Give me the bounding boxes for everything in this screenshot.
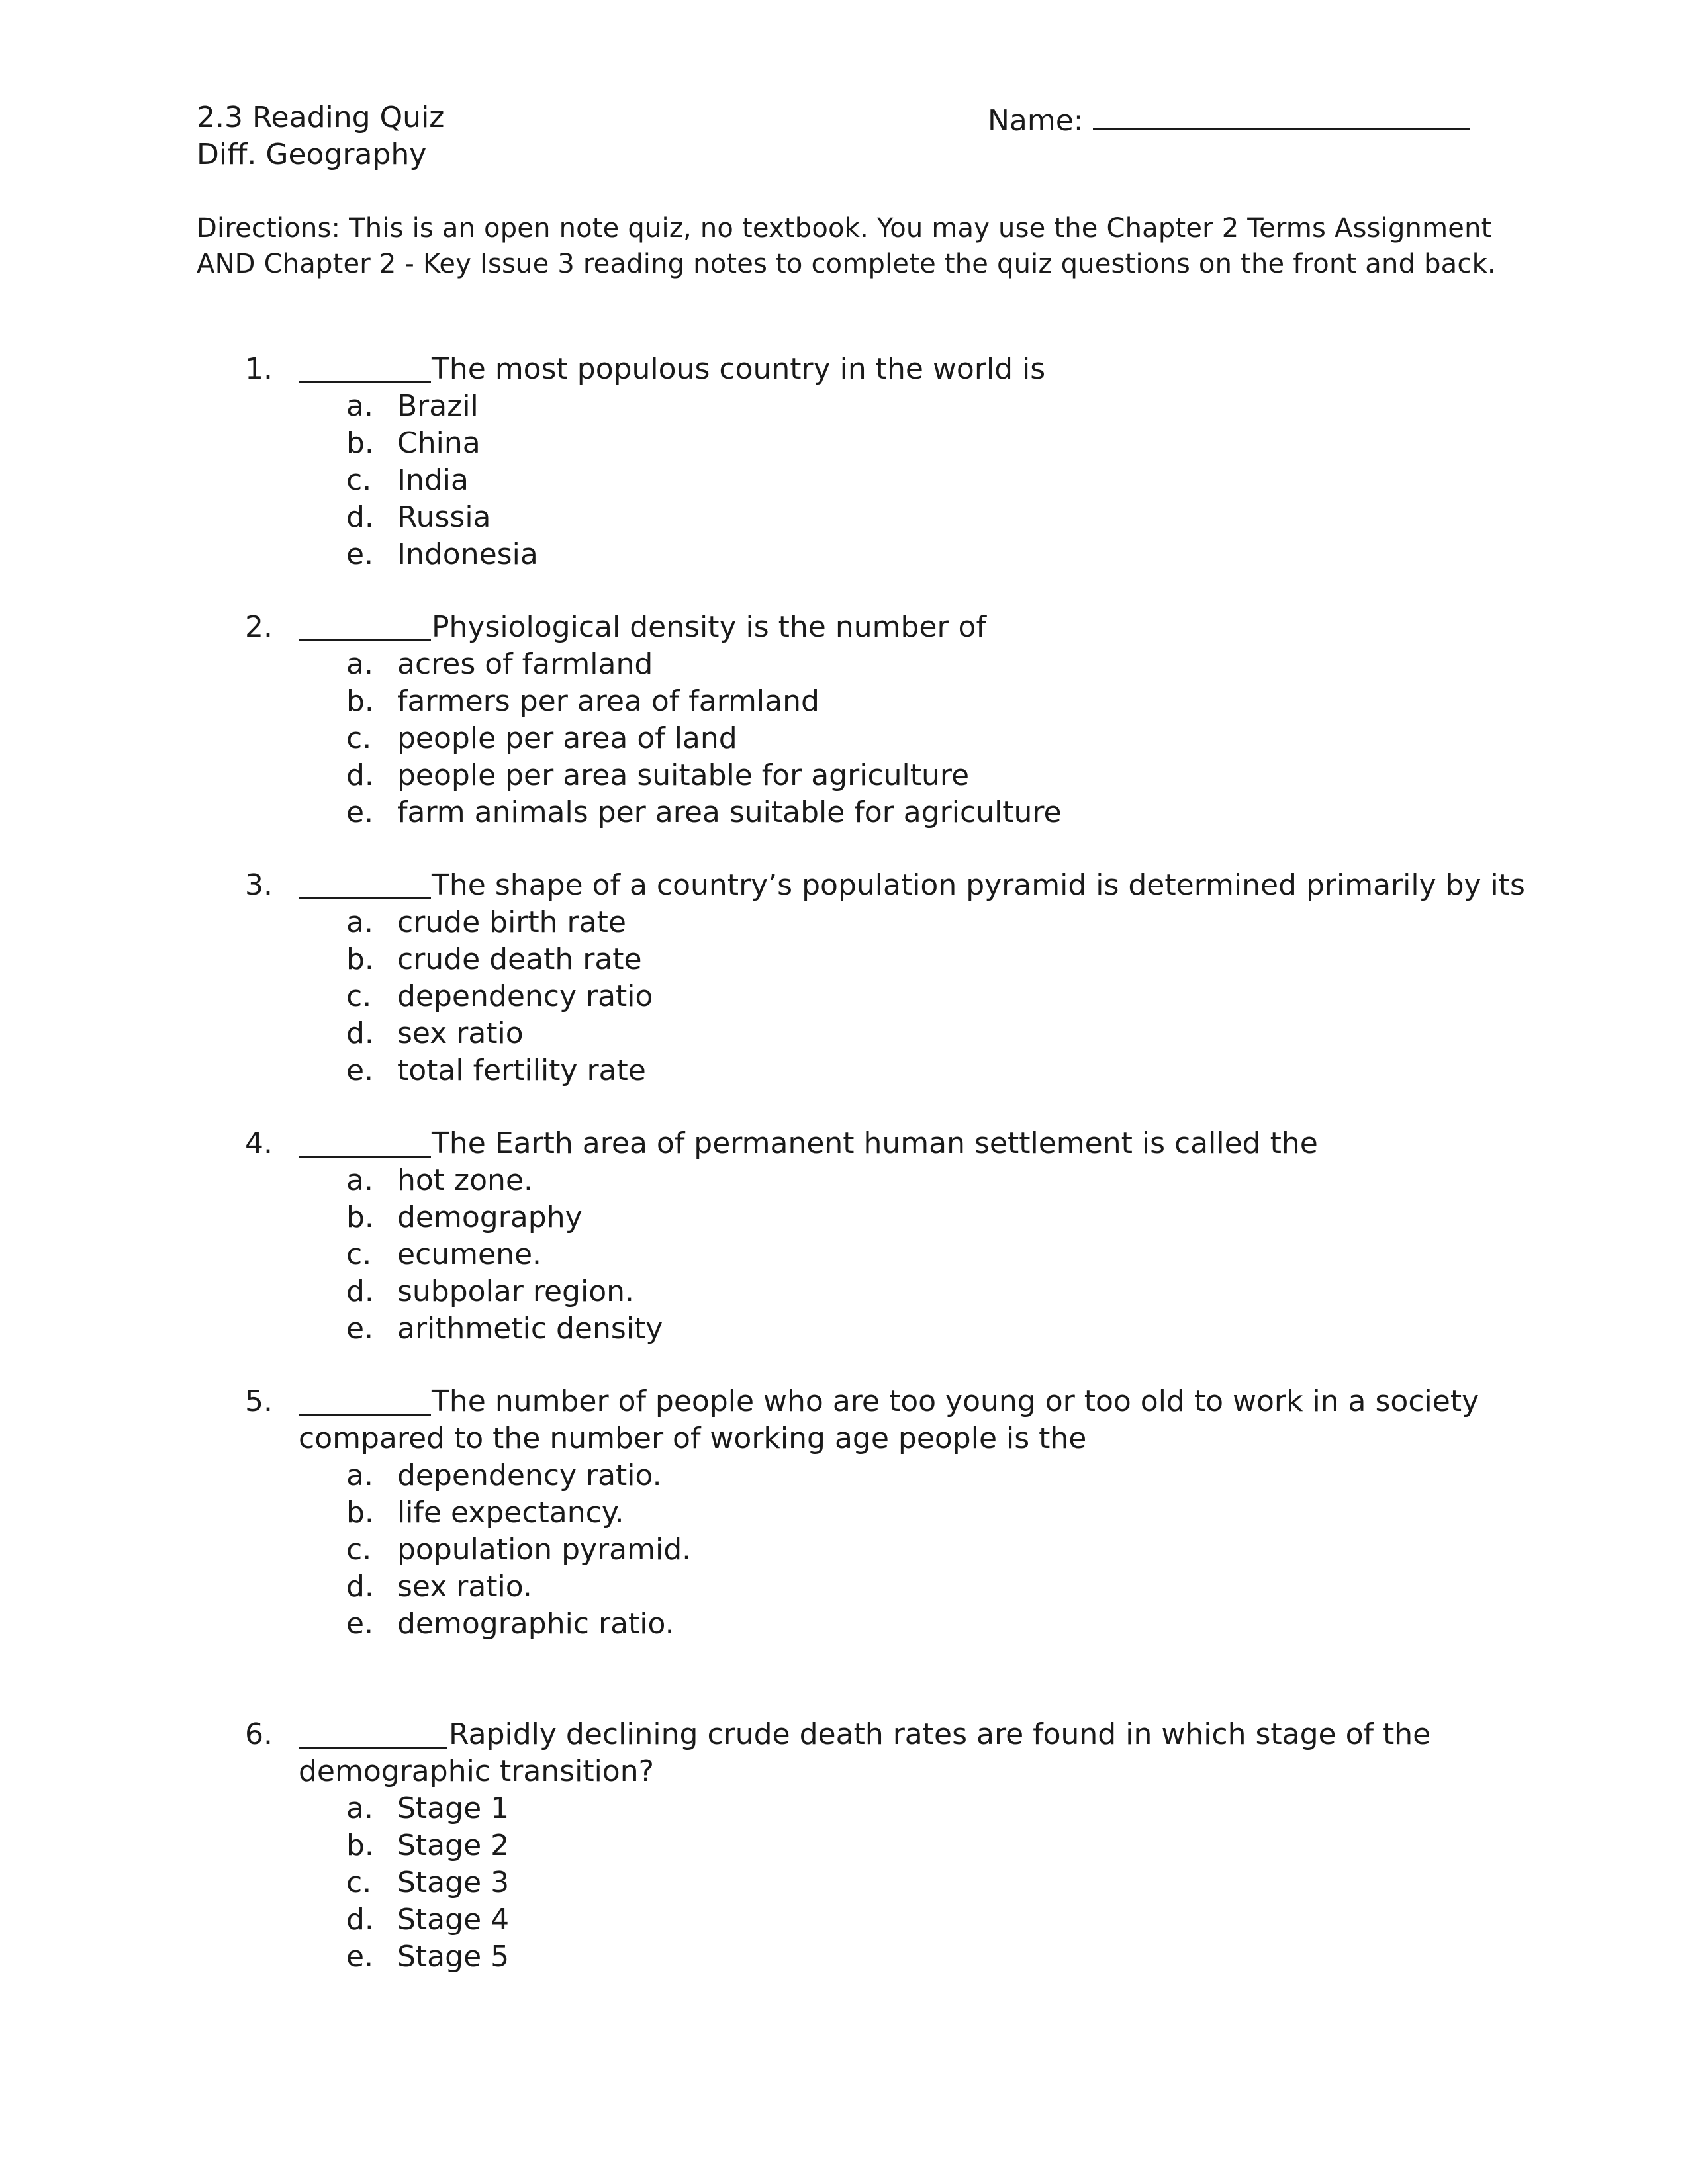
option-b: b. farmers per area of farmland bbox=[346, 684, 820, 718]
option-c: c. people per area of land bbox=[346, 721, 737, 755]
option-d: d. subpolar region. bbox=[346, 1275, 634, 1308]
name-label: Name: bbox=[988, 104, 1084, 138]
question-text: The most populous country in the world is bbox=[432, 352, 1046, 386]
option-c: c. dependency ratio bbox=[346, 979, 653, 1013]
question-number: 5. bbox=[245, 1385, 273, 1418]
option-d: d. sex ratio bbox=[346, 1017, 524, 1050]
directions-line-1: Directions: This is an open note quiz, no textbook. You may use the Chapter 2 Terms Assignment bbox=[197, 213, 1492, 244]
directions-line-2: AND Chapter 2 - Key Issue 3 reading notes to complete the quiz questions on the front and back. bbox=[197, 249, 1496, 279]
question-text-continuation: demographic transition? bbox=[299, 1754, 654, 1788]
option-a: a. hot zone. bbox=[346, 1163, 534, 1197]
option-a: a. crude birth rate bbox=[346, 905, 626, 939]
option-e: e. Indonesia bbox=[346, 537, 538, 571]
option-a: a. Stage 1 bbox=[346, 1792, 510, 1825]
name-blank-line[interactable] bbox=[1093, 99, 1470, 130]
question-number: 1. bbox=[245, 352, 273, 386]
option-b: b. crude death rate bbox=[346, 942, 642, 976]
question-3 bbox=[0, 867, 1688, 1089]
question-6 bbox=[0, 1716, 1688, 1976]
answer-blank[interactable] bbox=[299, 353, 431, 383]
option-d: d. people per area suitable for agriculture bbox=[346, 758, 970, 792]
quiz-title: 2.3 Reading Quiz bbox=[197, 101, 445, 134]
question-1 bbox=[0, 351, 1688, 573]
option-c: c. Stage 3 bbox=[346, 1866, 510, 1899]
option-b: b. Stage 2 bbox=[346, 1829, 510, 1862]
option-d: d. sex ratio. bbox=[346, 1570, 532, 1604]
question-number: 2. bbox=[245, 610, 273, 644]
question-text: Rapidly declining crude death rates are found in which stage of the bbox=[449, 1717, 1431, 1751]
option-a: a. dependency ratio. bbox=[346, 1459, 662, 1492]
option-b: b. demography bbox=[346, 1201, 583, 1234]
option-c: c. India bbox=[346, 463, 469, 497]
header-left bbox=[197, 99, 444, 173]
answer-blank[interactable] bbox=[299, 870, 431, 899]
question-text: The Earth area of permanent human settlement is called the bbox=[432, 1126, 1318, 1160]
option-e: e. total fertility rate bbox=[346, 1054, 646, 1087]
option-b: b. life expectancy. bbox=[346, 1496, 624, 1529]
name-field bbox=[988, 99, 1470, 140]
option-e: e. farm animals per area suitable for agriculture bbox=[346, 796, 1062, 829]
option-c: c. ecumene. bbox=[346, 1238, 542, 1271]
option-b: b. China bbox=[346, 426, 481, 460]
option-e: e. demographic ratio. bbox=[346, 1607, 675, 1641]
answer-blank[interactable] bbox=[299, 612, 431, 641]
option-a: a. acres of farmland bbox=[346, 647, 653, 681]
option-a: a. Brazil bbox=[346, 389, 479, 423]
option-d: d. Russia bbox=[346, 500, 491, 534]
option-c: c. population pyramid. bbox=[346, 1533, 692, 1567]
question-number: 6. bbox=[245, 1717, 273, 1751]
question-text: The number of people who are too young or too old to work in a society bbox=[432, 1385, 1479, 1418]
course-name: Diff. Geography bbox=[197, 138, 427, 171]
question-text: Physiological density is the number of bbox=[432, 610, 986, 644]
question-4 bbox=[0, 1125, 1688, 1347]
answer-blank[interactable] bbox=[299, 1386, 431, 1416]
question-text: The shape of a country’s population pyramid is determined primarily by its bbox=[432, 868, 1525, 902]
option-e: e. arithmetic density bbox=[346, 1312, 663, 1345]
question-2 bbox=[0, 609, 1688, 831]
question-number: 4. bbox=[245, 1126, 273, 1160]
question-5 bbox=[0, 1383, 1688, 1643]
directions bbox=[197, 210, 1600, 282]
answer-blank[interactable] bbox=[299, 1128, 431, 1158]
option-d: d. Stage 4 bbox=[346, 1903, 510, 1936]
question-text-continuation: compared to the number of working age people is the bbox=[299, 1422, 1087, 1455]
question-number: 3. bbox=[245, 868, 273, 902]
option-e: e. Stage 5 bbox=[346, 1940, 510, 1974]
answer-blank[interactable] bbox=[299, 1719, 447, 1749]
